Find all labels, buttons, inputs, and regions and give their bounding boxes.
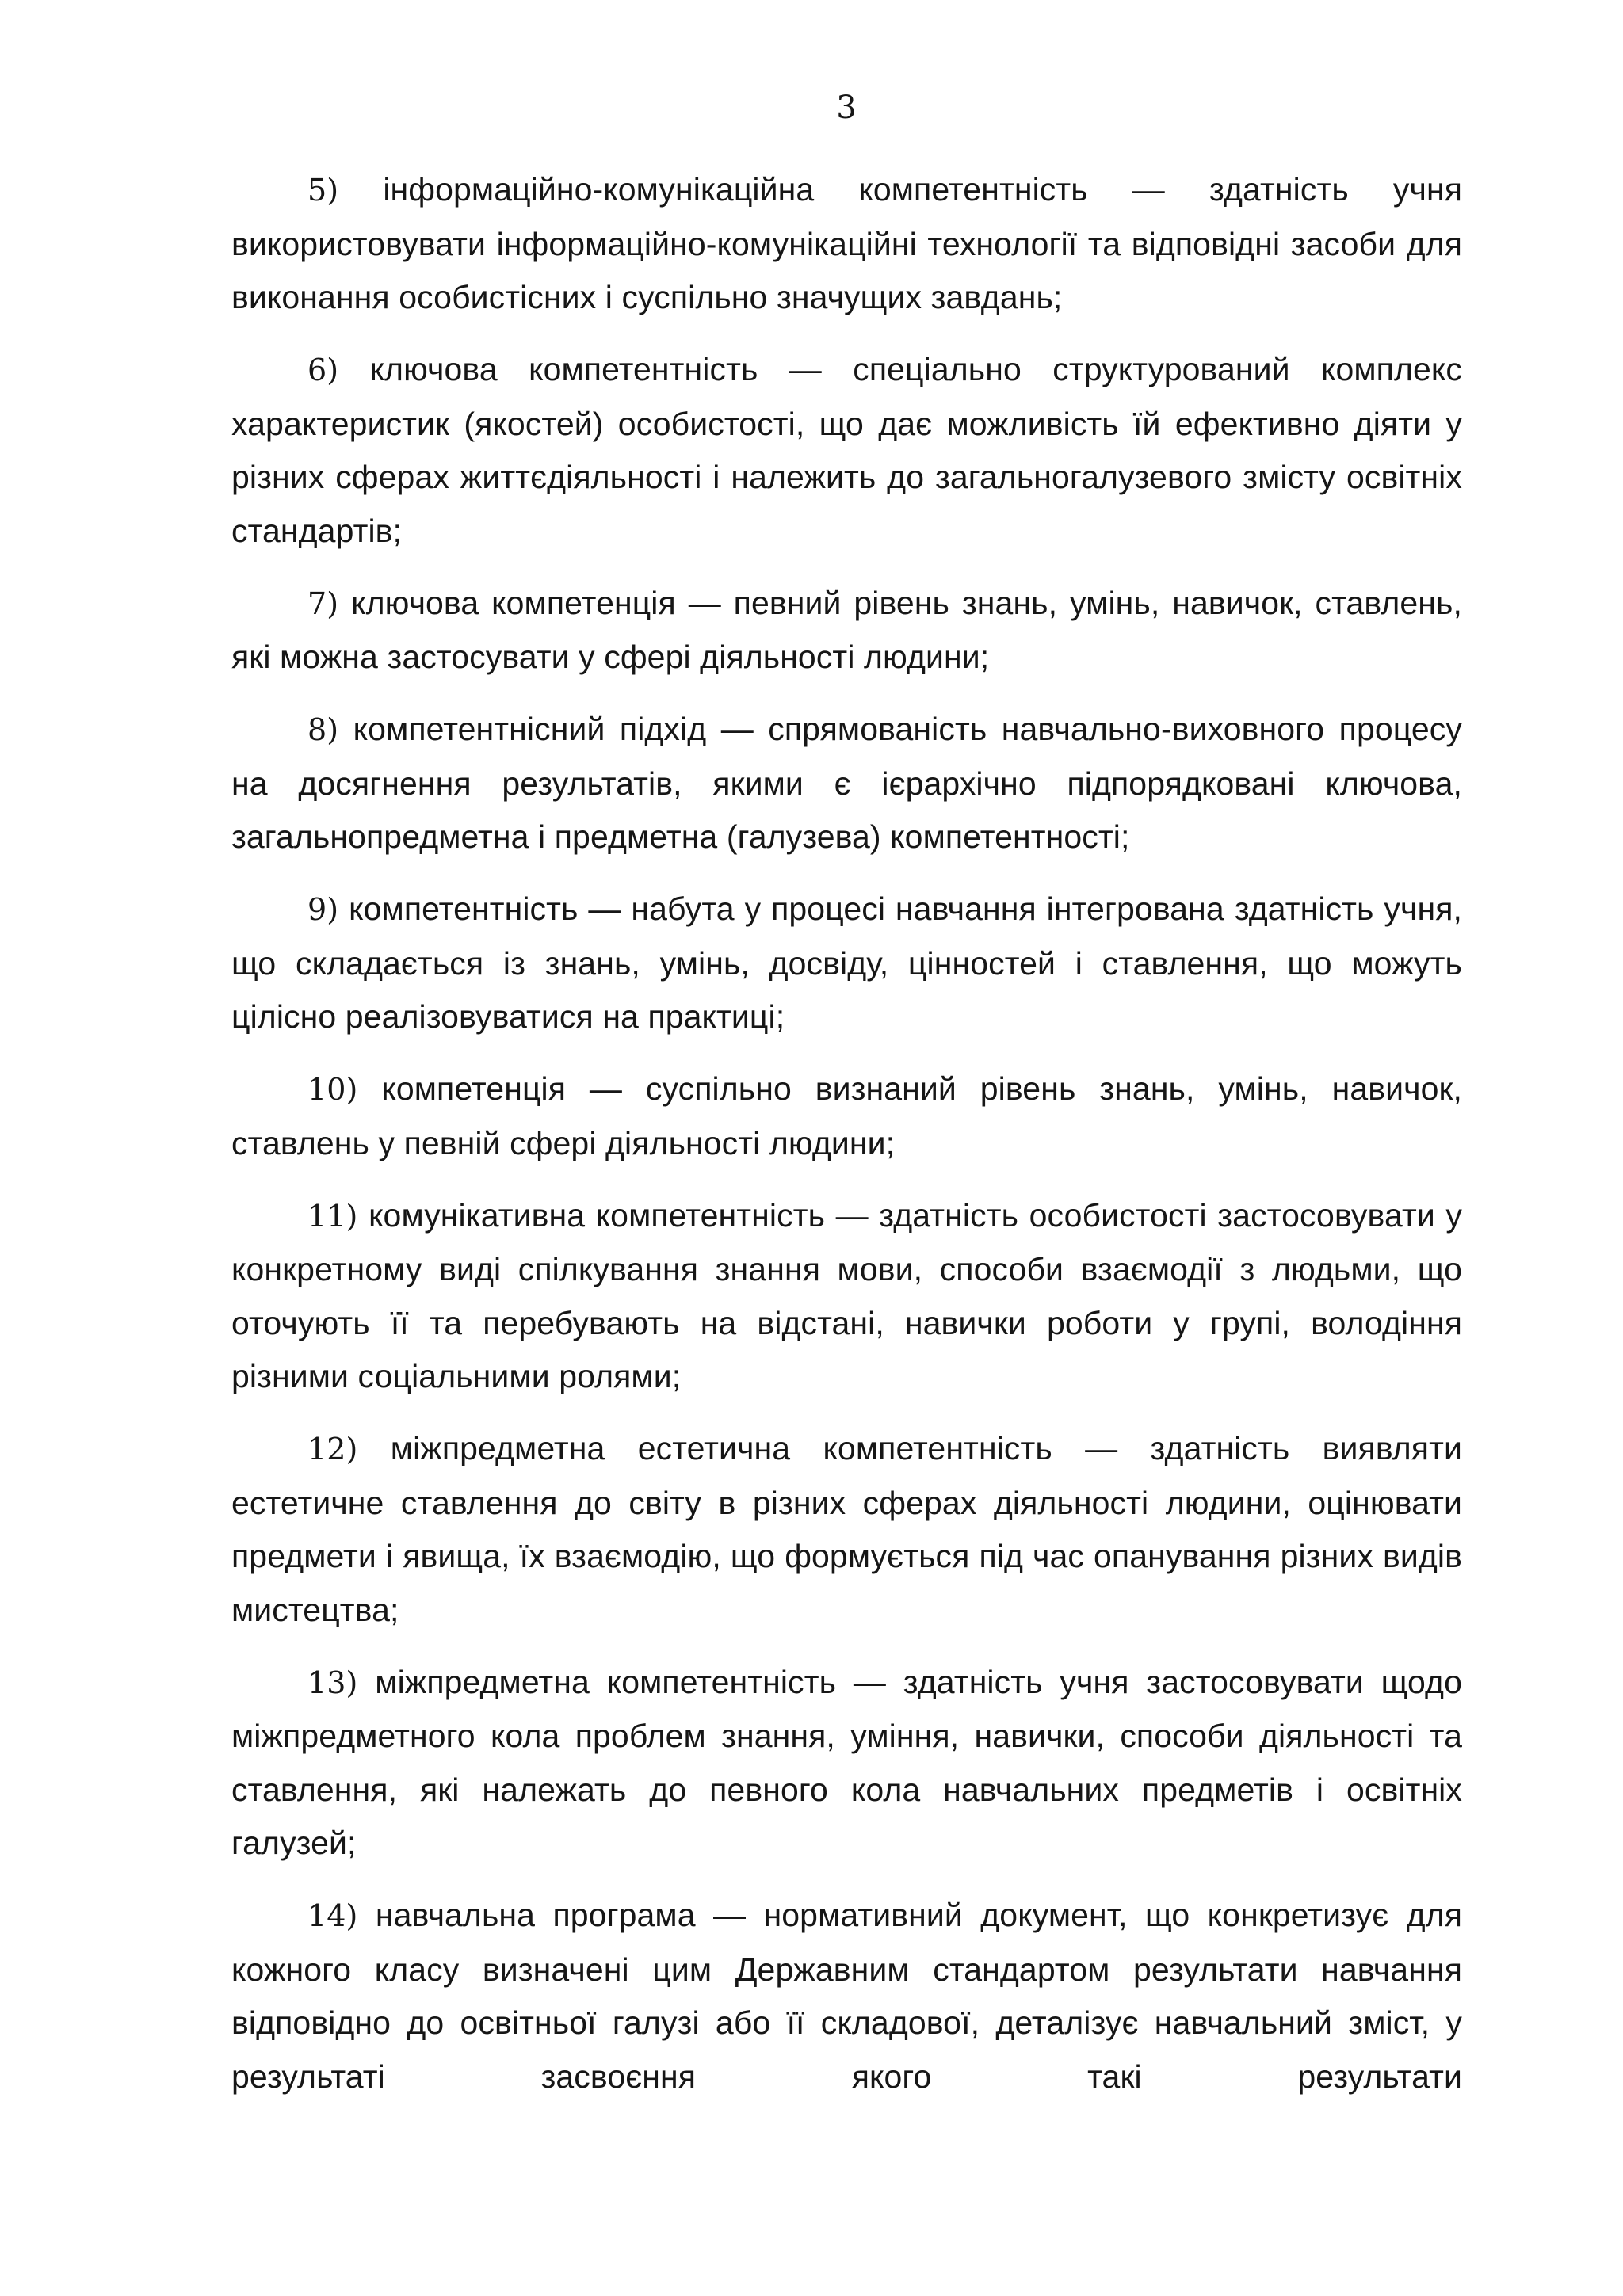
definition-item-6 (231, 343, 1462, 558)
item-text: компетентність — набута у процесі навчання інтегрована здатність учня, що складається із знань, умінь, досвіду, цінностей і ставлення, що можуть цілісно реалізовуватися на практиці; (231, 891, 1462, 1035)
definition-item-12 (231, 1422, 1462, 1637)
item-text: ключова компетенція — певний рівень знань, умінь, навичок, ставлень, які можна застосувати у сфері діяльності людини; (231, 584, 1462, 675)
definition-item-8 (231, 703, 1462, 864)
item-number: 13) (307, 1665, 358, 1700)
item-text: компетентнісний підхід — спрямованість навчально-виховного процесу на досягнення результатів, якими є ієрархічно підпорядковані ключова, загальнопредметна і предметна (галузева) компетентності; (231, 711, 1462, 855)
item-text: комунікативна компетентність — здатність особистості застосовувати у конкретному виді спілкування знання мови, способи взаємодії з людьми, що оточують її та перебувають на відстані, навички роботи у групі, володіння різними соціальними ролями; (231, 1196, 1462, 1394)
item-number: 12) (307, 1432, 358, 1466)
definition-item-7 (231, 577, 1462, 685)
item-text: навчальна програма — нормативний документ, що конкретизує для кожного класу визначені цим Державним стандартом результати навчання відповідно до освітньої галузі або її складової, деталізує навчальний зміст, у результаті засвоєння якого такі результати (231, 1897, 1462, 2095)
item-number: 14) (307, 1898, 358, 1933)
definition-item-14 (231, 1889, 1462, 2103)
item-number: 10) (307, 1072, 358, 1107)
definition-item-13 (231, 1656, 1462, 1871)
definition-item-10 (231, 1062, 1462, 1170)
item-number: 6) (307, 353, 339, 387)
item-text: міжпредметна компетентність — здатність учня застосовувати щодо міжпредметного кола проблем знання, уміння, навички, способи діяльності та ставлення, які належать до певного кола навчальних предметів і освітніх галузей; (231, 1663, 1462, 1861)
definition-item-5 (231, 163, 1462, 325)
document-body (231, 163, 1462, 2122)
item-text: міжпредметна естетична компетентність — здатність виявляти естетичне ставлення до світу в різних сферах діяльності людини, оцінювати предмети і явища, їх взаємодію, що формується під час опанування різних видів мистецтва; (231, 1430, 1462, 1628)
item-text: ключова компетентність — спеціально структурований комплекс характеристик (якостей) особистості, що дає можливість їй ефективно діяти у різних сферах життєдіяльності і належить до загальногалузевого змісту освітніх стандартів; (231, 351, 1462, 549)
item-text: компетенція — суспільно визнаний рівень знань, умінь, навичок, ставлень у певній сфері діяльності людини; (231, 1070, 1462, 1161)
page-number: 3 (836, 90, 857, 126)
item-number: 8) (307, 712, 339, 747)
definition-item-9 (231, 883, 1462, 1044)
item-number: 7) (307, 585, 339, 621)
item-number: 9) (307, 892, 339, 927)
item-number: 5) (307, 173, 339, 208)
item-number: 11) (307, 1198, 358, 1234)
definition-item-11 (231, 1189, 1462, 1404)
item-text: інформаційно-комунікаційна компетентність — здатність учня використовувати інформаційно-комунікаційні технології та відповідні засоби для виконання особистісних і суспільно значущих завдань; (231, 171, 1462, 315)
